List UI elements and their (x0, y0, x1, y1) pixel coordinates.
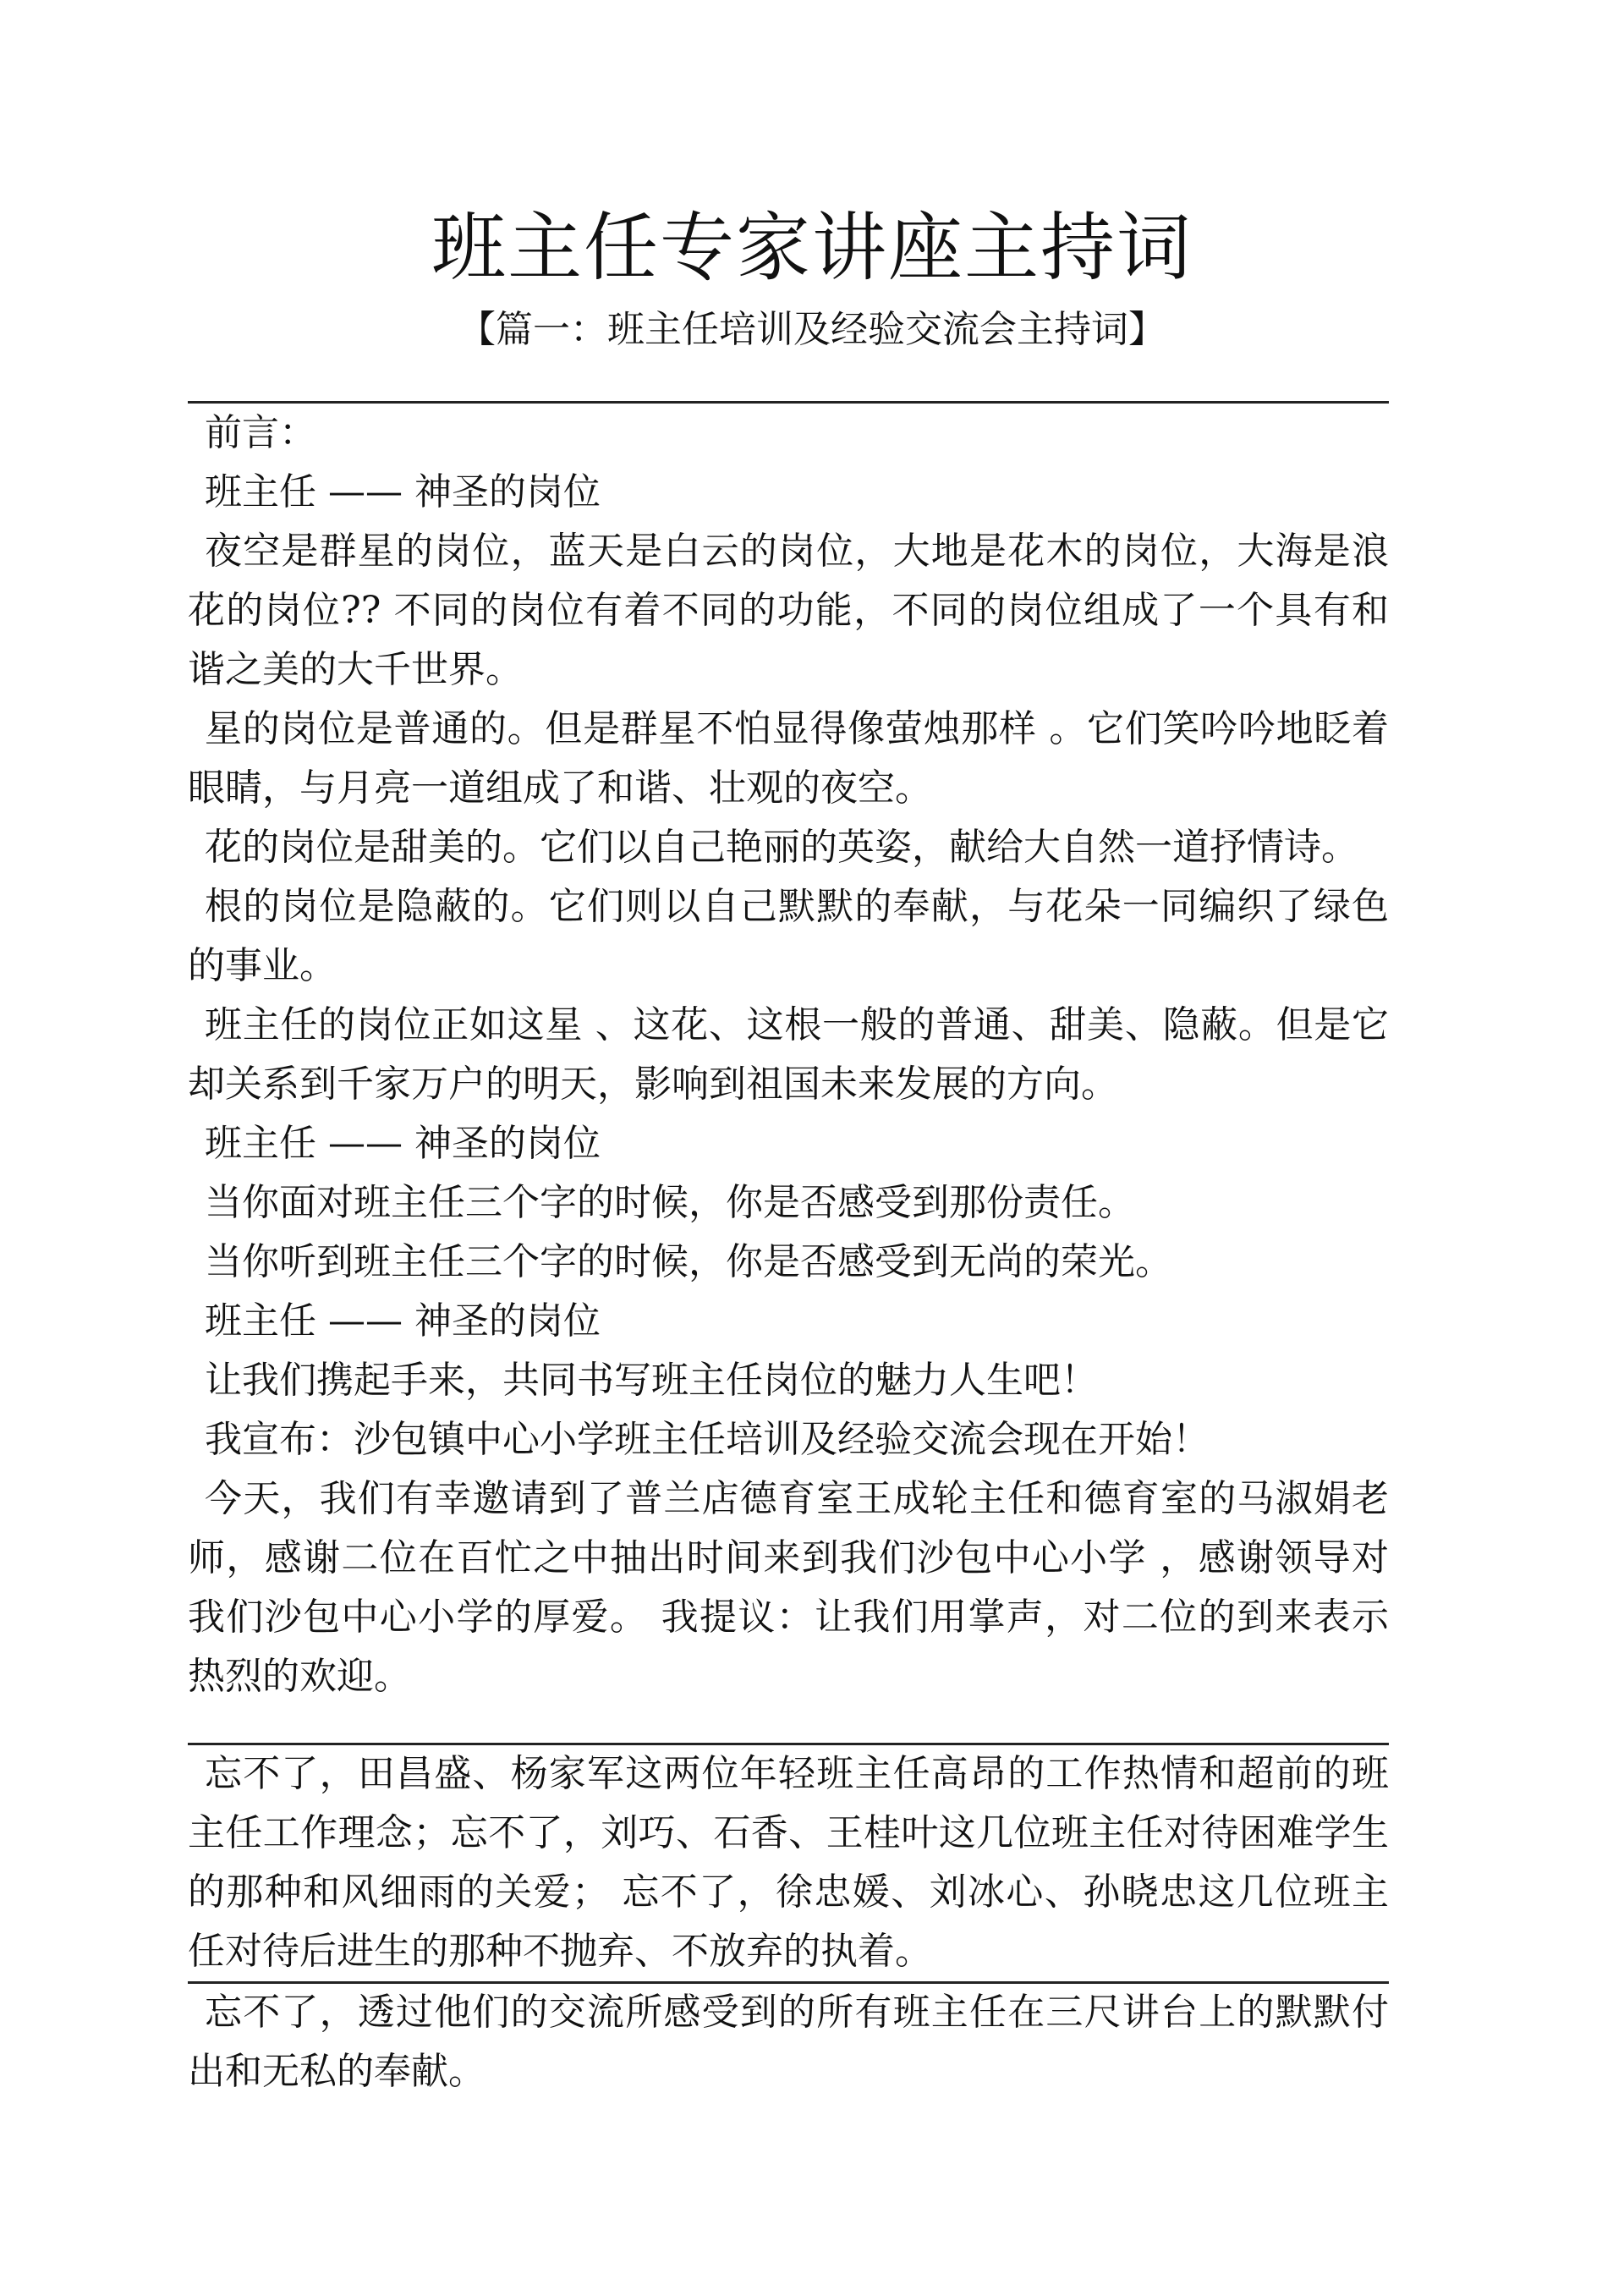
section-memories (188, 1744, 1389, 1981)
paragraph: 我宣布：沙包镇中心小学班主任培训及经验交流会现在开始！ (205, 1418, 1210, 1461)
paragraph: 星的岗位是普通的。但是群星不怕显得像萤烛那样 。它们笑吟吟地眨着眼睛，与月亮一道组成了和谐、壮观的夜空。 (188, 707, 1389, 810)
paragraph: 班主任 —— 神圣的岗位 (205, 470, 601, 514)
paragraph: 班主任 —— 神圣的岗位 (205, 1299, 601, 1343)
section-intro (188, 404, 1389, 1706)
paragraph: 夜空是群星的岗位，蓝天是白云的岗位，大地是花木的岗位，大海是浪花的岗位?? 不同的岗位有着不同的功能，不同的岗位组成了一个具有和谐之美的大千世界。 (188, 530, 1389, 691)
paragraph: 让我们携起手来，共同书写班主任岗位的魅力人生吧！ (205, 1359, 1098, 1402)
paragraph: 当你听到班主任三个字的时候，你是否感受到无尚的荣光。 (205, 1240, 1172, 1283)
document-subtitle: 【篇一：班主任培训及经验交流会主持词】 (458, 308, 1166, 351)
paragraph: 花的岗位是甜美的。它们以自己艳丽的英姿，献给大自然一道抒情诗。 (205, 826, 1358, 869)
paragraph: 前言： (205, 411, 316, 454)
paragraph: 忘不了，透过他们的交流所感受到的所有班主任在三尺讲台上的默默付出和无私的奉献。 (188, 1991, 1389, 2093)
paragraph: 忘不了，田昌盛、杨家军这两位年轻班主任高昂的工作热情和超前的班主任工作理念；忘不了，刘巧、石香、王桂叶这几位班主任对待困难学生的那种和风细雨的关爱； 忘不了，徐忠媛、刘冰心、孙晓忠这几位班主任对待后进生的那种不抛弃、不放弃的执着。 (188, 1752, 1389, 1973)
paragraph: 当你面对班主任三个字的时候，你是否感受到那份责任。 (205, 1181, 1135, 1224)
paragraph: 班主任的岗位正如这星 、这花、这根一般的普通、甜美、隐蔽。但是它却关系到千家万户的明天，影响到祖国未来发展的方向。 (188, 1003, 1389, 1106)
paragraph: 根的岗位是隐蔽的。它们则以自己默默的奉献，与花朵一同编织了绿色的事业。 (188, 885, 1389, 987)
paragraph: 今天，我们有幸邀请到了普兰店德育室王成轮主任和德育室的马淑娟老师，感谢二位在百忙之中抽出时间来到我们沙包中心小学 ，感谢领导对我们沙包中心小学的厚爱。 我提议：让我们用掌声，对二位的到来表示热烈的欢迎。 (188, 1477, 1389, 1698)
section-closing (188, 1983, 1389, 2101)
paragraph: 班主任 —— 神圣的岗位 (205, 1122, 601, 1165)
page-title: 班主任专家讲座主持词 (431, 204, 1193, 291)
